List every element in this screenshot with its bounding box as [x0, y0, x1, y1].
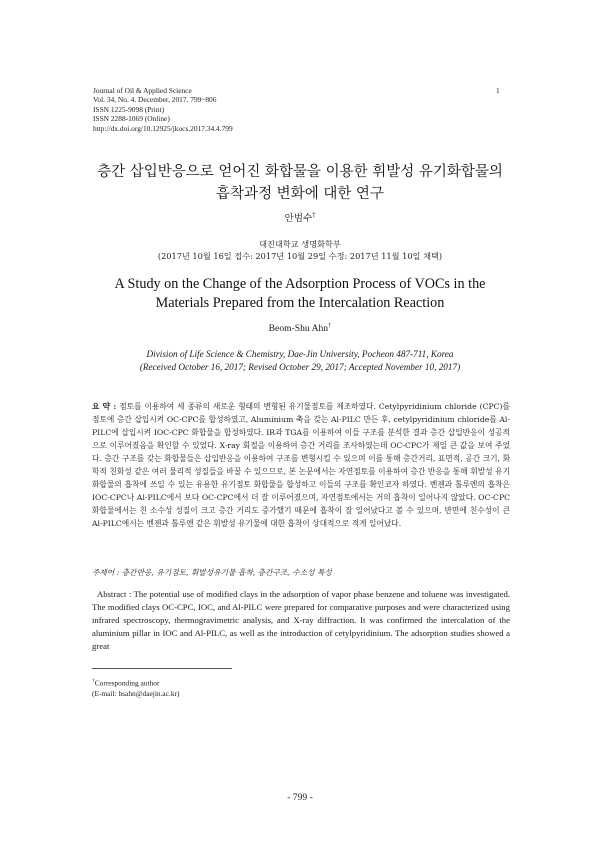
- korean-dates: (2017년 10월 16일 접수: 2017년 10월 29일 수정: 2017년 11월 10일 채택): [157, 251, 443, 261]
- english-abstract-label: Abstract :: [96, 589, 132, 599]
- korean-author-mark: †: [312, 210, 316, 219]
- doi-link[interactable]: http://dx.doi.org/10.12925/jkocs.2017.34.4.799: [93, 123, 233, 133]
- footnote-mark: †: [92, 678, 95, 684]
- issn-online: ISSN 2288-1069 (Online): [93, 114, 170, 124]
- korean-author: [0, 210, 600, 224]
- korean-title-line-2: 흡착과정 변화에 대한 연구: [216, 186, 384, 202]
- english-title: [60, 275, 540, 313]
- korean-affiliation-block: [0, 238, 600, 262]
- journal-name: Journal of Oil & Applied Science: [93, 86, 192, 95]
- english-author: [0, 322, 600, 334]
- english-affiliation-block: [0, 348, 600, 374]
- korean-affiliation: 대진대학교 생명화학부: [259, 239, 341, 249]
- footnote-corresponding: Corresponding author: [94, 678, 160, 688]
- footnote-divider: [92, 668, 232, 669]
- korean-title: [60, 161, 540, 205]
- korean-abstract-text: 점토를 이용하여 세 종류의 새로운 형태의 변형된 유기물점토를 제조하였다. Cetylpyridinium chloride (CPC)를 점토에 층간 삽입시켜 OC-CPC를 합성하였고, Aluminium 축을 갖는 Al-PILC 만든 후, cetylpyridinium chloride를 Al-PILC에 삽입시켜 IOC-CPC 화합물을 합성하였다. IR과 TGA를 이용하여 이들 구조를 분석한 결과 층간 삽입반응이 성공적으로 이루어졌음을 확인할 수 있었다. X-ray 회절을 이용하여 층간 거리를 조사하였는데 OC-CPC가 제일 큰 값을 보여 주었다. 층간 구조를 갖는 화합물들은 삽입반응을 이용하여 구조를 변형시킬 수 있으며 이를 통해 층간거리, 표면적, 공간 크기, 화학적 친화성 같은 여러 물리적 성질들을 바꿀 수 있으므로, 본 논문에서는 자연점토를 이용하여 층간 반응을 통해 휘발성 유기화합물의 흡착에 쓰일 수 있는 유용한 유기점토 화합물을 합성하고 이들의 구조를 확인코자 하였다. 벤젠과 톨루엔의 흡착은 IOC-CPC나 Al-PILC에서 보다 OC-CPC에서 더 잘 이루어졌으며, 자연점토에서는 거의 흡착이 일어나지 않았다. OC-CPC 화합물에서는 친 소수성 성질이 크고 층간 거리도 증가했기 때문에 흡착이 잘 일어났다고 볼 수 있으며, 반면에 친수성이 큰 Al-PILC에서는 벤젠과 톨루엔 같은 휘발성 유기물에 대한 흡착이 상대적으로 적게 일어났다.: [92, 402, 510, 528]
- english-title-line-1: A Study on the Change of the Adsorption Process of VOCs in the: [114, 276, 486, 292]
- korean-title-line-1: 층간 삽입반응으로 얻어진 화합물을 이용한 휘발성 유기화합물의: [97, 164, 503, 180]
- english-affiliation: Division of Life Science & Chemistry, Dae-Jin University, Pocheon 487-711, Korea: [146, 349, 454, 359]
- english-title-line-2: Materials Prepared from the Intercalation Reaction: [155, 295, 445, 311]
- english-author-mark: †: [328, 322, 332, 329]
- page-number-footer: - 799 -: [287, 792, 313, 803]
- english-dates: (Received October 16, 2017; Revised October 29, 2017; Accepted November 10, 2017): [139, 362, 461, 372]
- korean-author-name: 안범수: [284, 213, 313, 224]
- english-author-name: Beom-Shu Ahn: [268, 323, 329, 335]
- korean-abstract-label: 요 약 :: [92, 402, 117, 411]
- header-page-number: 1: [496, 86, 500, 95]
- korean-abstract: [92, 400, 510, 530]
- korean-keywords: 주제어 : 층간반응, 유기점토, 휘발성유기물 흡착, 층간구조, 수소성 특성: [92, 568, 332, 577]
- journal-header: [93, 86, 513, 133]
- english-abstract: [92, 588, 510, 653]
- issn-print: ISSN 1225-9098 (Print): [93, 104, 165, 114]
- footnote-email[interactable]: (E-mail: bsahn@daejin.ac.kr): [92, 689, 180, 699]
- footnote: [92, 676, 392, 699]
- journal-volume: Vol. 34, No. 4. December, 2017. 799~806: [93, 95, 217, 105]
- english-abstract-text: The potential use of modified clays in the adsorption of vapor phase benzene and toluene was investigated. The modified clays OC-CPC, IOC, and Al-PILC were prepared for comparative purposes and were characterized using infrared spectroscopy, thermogravimetric analysis, and X-ray diffraction. It was confirmed the intercalation of the aluminium pillar in IOC and Al-PILC, as well as the introduction of cetylpyridinium. The adsorption studies showed a great: [92, 589, 510, 651]
